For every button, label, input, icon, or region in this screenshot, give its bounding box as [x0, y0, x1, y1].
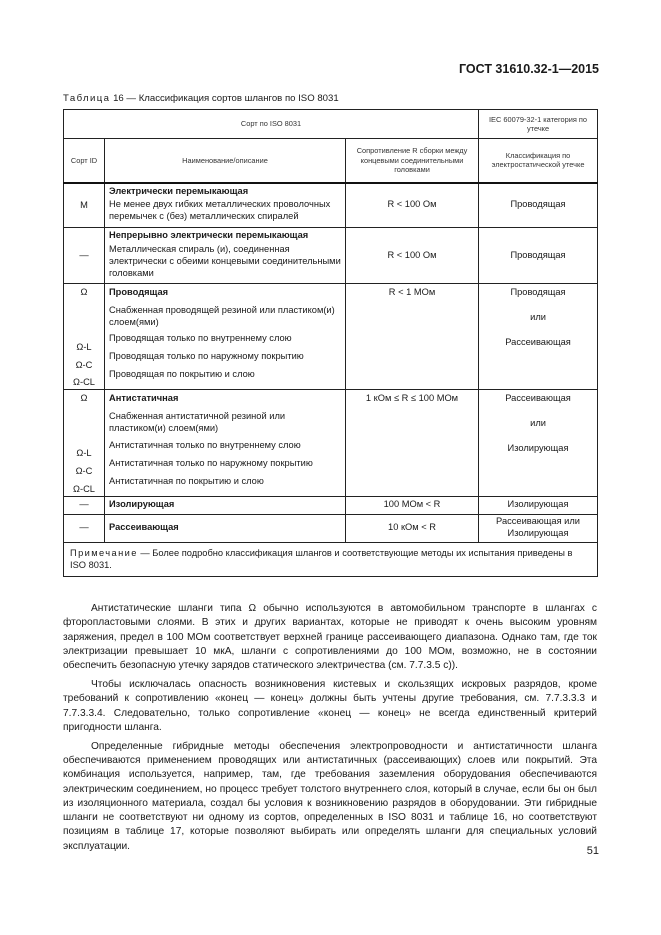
class-option: Рассеивающая: [505, 336, 571, 347]
subsort-desc: Проводящая только по наружному покрытию: [109, 351, 304, 362]
table-row: [64, 283, 598, 390]
col-id-header: Сорт ID: [64, 139, 105, 183]
class-value: Изолирующая: [479, 496, 598, 514]
note-label: Примечание: [70, 547, 138, 558]
sort-desc: Снабженная антистатичной резиной или пластиком(и) слоем(ями): [109, 411, 286, 434]
sort-id: Ω-L: [76, 448, 92, 459]
document-code: ГОСТ 31610.32-1—2015: [458, 62, 599, 76]
sort-title: Проводящая: [109, 286, 169, 297]
sort-description: [105, 228, 346, 284]
sort-id: —: [64, 496, 105, 514]
sort-id: Ω-C: [75, 466, 93, 477]
group-iec-header: IEC 60079-32-1 категория по утечке: [479, 110, 598, 139]
resistance-value: 100 МОм < R: [346, 496, 479, 514]
class-or: или: [530, 311, 546, 322]
table-row: [64, 390, 598, 497]
class-value: Проводящая: [479, 183, 598, 228]
table-column-header: [64, 139, 598, 183]
sort-id: Ω-CL: [73, 377, 95, 388]
paragraph: Антистатические шланги типа Ω обычно используются в автомобильном транспорте в шлангах с фторопластовыми слоями. В этих и других вариантах, которые не приводят к очень высоким уровням заряжения, предел в 100 МОм соответствует верхней границе рассеивающего диапазона. Однако там, где ток электризации превышает 10 мкА, шланги с сопротивлениями до 100 МОм, возможно, не в состоянии обеспечить безопасную утечку зарядов статического электричества (см. 7.7.3.5 с)).: [63, 603, 597, 672]
sort-id: Ω-C: [75, 359, 93, 370]
class-or: или: [530, 418, 546, 429]
table-group-header: [64, 110, 598, 139]
class-value: Рассеивающая или Изолирующая: [479, 514, 598, 542]
sort-desc: Снабженная проводящей резиной или пластиком(и) слоем(ями): [109, 304, 335, 327]
sort-id: —: [64, 228, 105, 284]
sort-id: Ω: [80, 393, 88, 404]
class-option: Изолирующая: [507, 443, 569, 454]
class-value: [479, 283, 598, 390]
table-note-row: [64, 542, 598, 576]
caption-text: 16 — Классификация сортов шлангов по ISO 8031: [113, 93, 339, 104]
subsort-desc: Антистатичная только по внутреннему слою: [109, 439, 301, 450]
sort-id: —: [64, 514, 105, 542]
resistance-value: R < 100 Ом: [346, 228, 479, 284]
sort-title: Рассеивающая: [109, 522, 179, 533]
sort-description: [105, 496, 346, 514]
table-row: [64, 496, 598, 514]
sort-title: Непрерывно электрически перемыкающая: [109, 230, 309, 241]
sort-desc: Металлическая спираль (и), соединенная электрически с обеими концевыми соединительными головками: [109, 244, 341, 278]
sort-title: Электрически перемыкающая: [109, 185, 249, 196]
class-value: [479, 390, 598, 497]
sort-description: [105, 183, 346, 228]
group-sort-header: Сорт по ISO 8031: [64, 110, 479, 139]
body-text: [63, 602, 597, 859]
paragraph: Чтобы исключалась опасность возникновения кистевых и скользящих искровых разрядов, кроме требований к сопротивлению «конец — конец» должны быть учтены другие требования, см. 7.7.3.3.3 и 7.7.3.3.4. Следовательно, только сопротивление «конец — конец» не всегда единственный критерий пригодности шланга.: [63, 678, 597, 733]
note-text: — Более подробно классификация шлангов и соответствующие методы их испытания приведены в ISO 8031.: [70, 547, 573, 571]
subsort-desc: Антистатичная по покрытию и слою: [109, 475, 264, 486]
caption-label: Таблица: [63, 93, 111, 104]
table-row: [64, 228, 598, 284]
classification-table: [63, 109, 598, 577]
sort-title: Изолирующая: [109, 499, 175, 510]
col-class-header: Классификация по электростатической утечке: [479, 139, 598, 183]
sort-id-group: [64, 390, 105, 497]
sort-description: [105, 390, 346, 497]
sort-id: Ω-L: [76, 341, 92, 352]
class-value: Проводящая: [479, 228, 598, 284]
sort-desc: Не менее двух гибких металлических проволочных перемычек с (без) металлических спиралей: [109, 199, 331, 222]
subsort-desc: Антистатичная только по наружному покрытию: [109, 457, 313, 468]
sort-id: Ω-CL: [73, 483, 95, 494]
table-caption: [63, 93, 339, 104]
resistance-value: 1 кОм ≤ R ≤ 100 МОм: [346, 390, 479, 497]
paragraph: Определенные гибридные методы обеспечения электропроводности и антистатичности шланга обеспечиваются применением проводящих или антистатичных (рассеивающих) слоев или покрытий. Эта комбинация используется, например, там, где требования заземления оборудования обеспечиваются электрическим соединением, но процесс требует толстого внутреннего слоя, который в случае, если бы он был из изоляционного материала, создал бы условия к возникновению разрядов в оборудовании. Эти гибридные шланги не соответствуют ни одному из сортов, определенных в ISO 8031 и таблице 16, но соответствуют позициям в таблице 17, которые позволяют выбирать или определять шланги для специальных условий эксплуатации.: [63, 740, 597, 852]
sort-title: Антистатичная: [109, 393, 179, 404]
table-row: [64, 514, 598, 542]
sort-description: [105, 283, 346, 390]
sort-description: [105, 514, 346, 542]
resistance-value: R < 1 МОм: [346, 283, 479, 390]
sort-id: M: [64, 183, 105, 228]
table-row: [64, 183, 598, 228]
resistance-value: 10 кОм < R: [346, 514, 479, 542]
sort-id: Ω: [80, 286, 88, 297]
sort-id-group: [64, 283, 105, 390]
subsort-desc: Проводящая по покрытию и слою: [109, 369, 255, 380]
col-resistance-header: Сопротивление R сборки между концевыми соединительными головками: [346, 139, 479, 183]
page-number: 51: [586, 845, 599, 857]
resistance-value: R < 100 Ом: [346, 183, 479, 228]
class-option: Рассеивающая: [505, 393, 571, 404]
col-name-header: Наименование/описание: [105, 139, 346, 183]
class-option: Проводящая: [510, 286, 566, 297]
subsort-desc: Проводящая только по внутреннему слою: [109, 333, 292, 344]
table-note: [64, 542, 598, 576]
